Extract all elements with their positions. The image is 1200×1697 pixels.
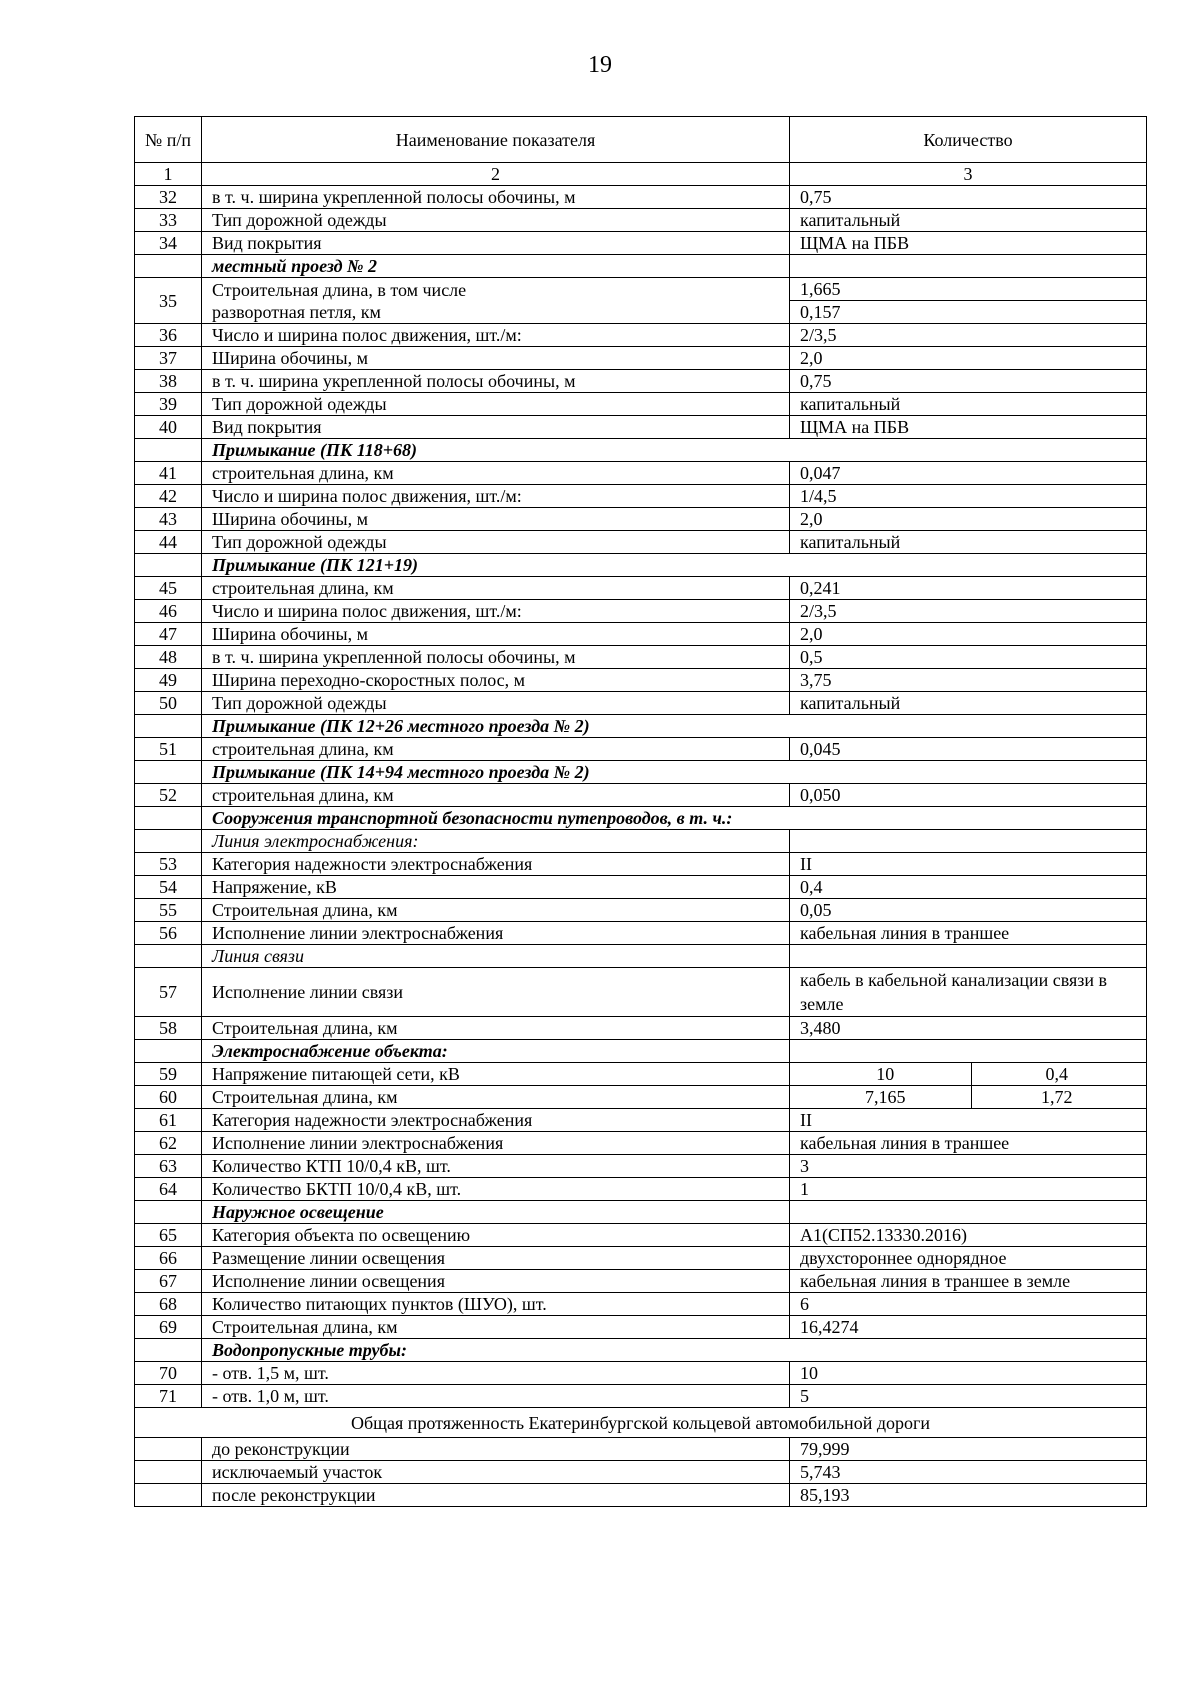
section-row xyxy=(135,439,1147,462)
indicator-value: кабельная линия в траншее xyxy=(790,922,1147,945)
empty-value xyxy=(790,945,1147,968)
row-number xyxy=(135,945,202,968)
section-row xyxy=(135,1201,1147,1224)
indicator-name: Ширина обочины, м xyxy=(202,623,790,646)
row-number: 58 xyxy=(135,1017,202,1040)
table-row xyxy=(135,646,1147,669)
page-number: 19 xyxy=(588,52,612,78)
row-number: 38 xyxy=(135,370,202,393)
indicator-value: капитальный xyxy=(790,531,1147,554)
empty-value xyxy=(790,830,1147,853)
indicator-name: до реконструкции xyxy=(202,1438,790,1461)
row-number xyxy=(135,554,202,577)
indicator-value: 10 xyxy=(790,1362,1147,1385)
table-row xyxy=(135,324,1147,347)
indicator-name: после реконструкции xyxy=(202,1484,790,1507)
section-title: местный проезд № 2 xyxy=(202,255,790,278)
row-number: 63 xyxy=(135,1155,202,1178)
column-numbering-row xyxy=(135,163,1147,186)
total-heading-row xyxy=(135,1408,1147,1438)
indicator-name: Строительная длина, км xyxy=(202,1086,790,1109)
section-title: Примыкание (ПК 14+94 местного проезда № 2) xyxy=(202,761,1147,784)
row-number: 45 xyxy=(135,577,202,600)
row-number xyxy=(135,1201,202,1224)
table-row xyxy=(135,853,1147,876)
indicator-value: капитальный xyxy=(790,209,1147,232)
row-number: 59 xyxy=(135,1063,202,1086)
row-number: 33 xyxy=(135,209,202,232)
subsection-title: Линия связи xyxy=(202,945,790,968)
row-number xyxy=(135,761,202,784)
indicator-value: кабельная линия в траншее в земле xyxy=(790,1270,1147,1293)
split-values xyxy=(800,1063,1142,1085)
table-row xyxy=(135,1178,1147,1201)
table-row xyxy=(135,1293,1147,1316)
table-row xyxy=(135,1224,1147,1247)
table-row xyxy=(135,1155,1147,1178)
row-number xyxy=(135,715,202,738)
table-row xyxy=(135,922,1147,945)
row-number: 35 xyxy=(135,278,202,324)
indicator-value: ЩМА на ПБВ xyxy=(790,232,1147,255)
indicator-value: А1(СП52.13330.2016) xyxy=(790,1224,1147,1247)
indicator-name: строительная длина, км xyxy=(202,738,790,761)
indicator-value: кабельная линия в траншее xyxy=(790,1132,1147,1155)
row-number: 69 xyxy=(135,1316,202,1339)
indicator-value: 0,047 xyxy=(790,462,1147,485)
row-number: 52 xyxy=(135,784,202,807)
indicator-value: 85,193 xyxy=(790,1484,1147,1507)
section-title: Примыкание (ПК 121+19) xyxy=(202,554,1147,577)
value-10kv: 10 xyxy=(876,1064,895,1084)
section-row xyxy=(135,715,1147,738)
table-row xyxy=(135,1316,1147,1339)
empty-value xyxy=(790,1040,1147,1063)
indicator-value-line: 0,157 xyxy=(790,300,1146,323)
section-row xyxy=(135,1339,1147,1362)
table-row xyxy=(135,1063,1147,1086)
split-values xyxy=(800,1086,1142,1108)
row-number: 70 xyxy=(135,1362,202,1385)
column-number-2: 2 xyxy=(202,163,790,186)
table-row xyxy=(135,876,1147,899)
indicator-value: 0,4 xyxy=(790,876,1147,899)
indicator-value: двухстороннее однорядное xyxy=(790,1247,1147,1270)
row-number: 56 xyxy=(135,922,202,945)
indicator-value: капитальный xyxy=(790,393,1147,416)
table-row xyxy=(135,209,1147,232)
indicator-name: Размещение линии освещения xyxy=(202,1247,790,1270)
indicator-value: 3 xyxy=(790,1155,1147,1178)
indicator-name: строительная длина, км xyxy=(202,462,790,485)
indicator-value: ЩМА на ПБВ xyxy=(790,416,1147,439)
subsection-row xyxy=(135,830,1147,853)
indicator-name: исключаемый участок xyxy=(202,1461,790,1484)
row-number xyxy=(135,1461,202,1484)
table-row xyxy=(135,1438,1147,1461)
indicator-name-line: Строительная длина, в том числе xyxy=(212,279,467,300)
table-row xyxy=(135,1109,1147,1132)
row-number: 40 xyxy=(135,416,202,439)
indicator-value: 2,0 xyxy=(790,508,1147,531)
row-number: 44 xyxy=(135,531,202,554)
table-row xyxy=(135,462,1147,485)
indicator-name: Исполнение линии электроснабжения xyxy=(202,1132,790,1155)
row-number: 36 xyxy=(135,324,202,347)
row-number xyxy=(135,830,202,853)
empty-value xyxy=(790,1201,1147,1224)
row-number: 34 xyxy=(135,232,202,255)
indicator-value: 1/4,5 xyxy=(790,485,1147,508)
indicator-value: 3,75 xyxy=(790,669,1147,692)
row-number: 55 xyxy=(135,899,202,922)
indicator-value: 0,75 xyxy=(790,370,1147,393)
indicator-value: 16,4274 xyxy=(790,1316,1147,1339)
section-title: Водопропускные трубы: xyxy=(202,1339,1147,1362)
indicator-value: 2/3,5 xyxy=(790,600,1147,623)
header-indicator-name: Наименование показателя xyxy=(202,117,790,163)
indicators-table xyxy=(134,116,1147,1507)
indicator-name: Тип дорожной одежды xyxy=(202,692,790,715)
section-title: Электроснабжение объекта: xyxy=(202,1040,790,1063)
row-number: 71 xyxy=(135,1385,202,1408)
indicator-value: 5,743 xyxy=(790,1461,1147,1484)
indicator-value: 0,045 xyxy=(790,738,1147,761)
indicator-value: 0,5 xyxy=(790,646,1147,669)
total-heading: Общая протяженность Екатеринбургской кольцевой автомобильной дороги xyxy=(135,1408,1147,1438)
section-title: Сооружения транспортной безопасности путепроводов, в т. ч.: xyxy=(202,807,1147,830)
table-row xyxy=(135,416,1147,439)
indicator-value-line: 1,665 xyxy=(800,279,841,299)
row-number: 64 xyxy=(135,1178,202,1201)
row-number xyxy=(135,807,202,830)
indicator-value: II xyxy=(790,853,1147,876)
indicator-name xyxy=(202,278,790,324)
indicator-value: 0,75 xyxy=(790,186,1147,209)
row-number: 37 xyxy=(135,347,202,370)
indicator-name: Число и ширина полос движения, шт./м: xyxy=(202,485,790,508)
row-number xyxy=(135,255,202,278)
indicator-value: 0,05 xyxy=(790,899,1147,922)
indicator-name: Количество КТП 10/0,4 кВ, шт. xyxy=(202,1155,790,1178)
row-number: 43 xyxy=(135,508,202,531)
subsection-title: Линия электроснабжения: xyxy=(202,830,790,853)
indicator-value: 1 xyxy=(790,1178,1147,1201)
indicator-name: Напряжение, кВ xyxy=(202,876,790,899)
indicator-name: Категория объекта по освещению xyxy=(202,1224,790,1247)
indicator-name: Категория надежности электроснабжения xyxy=(202,853,790,876)
section-row xyxy=(135,554,1147,577)
table-header-row xyxy=(135,117,1147,163)
row-number: 51 xyxy=(135,738,202,761)
indicator-value: 2,0 xyxy=(790,347,1147,370)
table-row xyxy=(135,1385,1147,1408)
table-row xyxy=(135,1017,1147,1040)
table-row xyxy=(135,278,1147,324)
table-row xyxy=(135,1484,1147,1507)
indicator-name: Ширина обочины, м xyxy=(202,347,790,370)
row-number: 57 xyxy=(135,968,202,1017)
row-number: 68 xyxy=(135,1293,202,1316)
row-number xyxy=(135,439,202,462)
table-row xyxy=(135,1461,1147,1484)
indicator-name: Категория надежности электроснабжения xyxy=(202,1109,790,1132)
indicator-value: 79,999 xyxy=(790,1438,1147,1461)
row-number: 39 xyxy=(135,393,202,416)
row-number: 54 xyxy=(135,876,202,899)
indicator-name: - отв. 1,0 м, шт. xyxy=(202,1385,790,1408)
header-quantity: Количество xyxy=(790,117,1147,163)
table-row xyxy=(135,393,1147,416)
indicator-name: Исполнение линии электроснабжения xyxy=(202,922,790,945)
indicator-name: Количество БКТП 10/0,4 кВ, шт. xyxy=(202,1178,790,1201)
indicator-name: в т. ч. ширина укрепленной полосы обочины, м xyxy=(202,370,790,393)
indicator-value: 6 xyxy=(790,1293,1147,1316)
indicator-name: Количество питающих пунктов (ШУО), шт. xyxy=(202,1293,790,1316)
indicator-name: Вид покрытия xyxy=(202,232,790,255)
indicator-name-line: разворотная петля, км xyxy=(212,301,381,322)
table-row xyxy=(135,899,1147,922)
indicator-name: Исполнение линии связи xyxy=(202,968,790,1017)
indicator-name: Тип дорожной одежды xyxy=(202,209,790,232)
indicator-value: II xyxy=(790,1109,1147,1132)
indicator-name: Ширина обочины, м xyxy=(202,508,790,531)
row-number: 60 xyxy=(135,1086,202,1109)
indicator-name: Строительная длина, км xyxy=(202,1017,790,1040)
indicator-name: строительная длина, км xyxy=(202,784,790,807)
section-title: Примыкание (ПК 12+26 местного проезда № 2) xyxy=(202,715,1147,738)
table-row xyxy=(135,370,1147,393)
table-row xyxy=(135,531,1147,554)
table-row xyxy=(135,1270,1147,1293)
section-row xyxy=(135,807,1147,830)
row-number: 65 xyxy=(135,1224,202,1247)
indicator-name: Вид покрытия xyxy=(202,416,790,439)
section-row xyxy=(135,761,1147,784)
table-row xyxy=(135,692,1147,715)
section-title: Наружное освещение xyxy=(202,1201,790,1224)
indicator-value: 0,241 xyxy=(790,577,1147,600)
indicator-value-split xyxy=(790,1086,1147,1109)
indicator-name: в т. ч. ширина укрепленной полосы обочины, м xyxy=(202,646,790,669)
indicator-value: 0,050 xyxy=(790,784,1147,807)
row-number: 47 xyxy=(135,623,202,646)
table-row xyxy=(135,600,1147,623)
indicator-name: в т. ч. ширина укрепленной полосы обочины, м xyxy=(202,186,790,209)
indicator-name: Число и ширина полос движения, шт./м: xyxy=(202,600,790,623)
indicator-name: Строительная длина, км xyxy=(202,1316,790,1339)
row-number xyxy=(135,1040,202,1063)
row-number: 66 xyxy=(135,1247,202,1270)
table-row xyxy=(135,738,1147,761)
table-row xyxy=(135,1086,1147,1109)
table-row xyxy=(135,1132,1147,1155)
table-row xyxy=(135,1362,1147,1385)
column-number-1: 1 xyxy=(135,163,202,186)
section-row xyxy=(135,255,1147,278)
header-number: № п/п xyxy=(135,117,202,163)
indicator-name: Тип дорожной одежды xyxy=(202,393,790,416)
indicator-name: - отв. 1,5 м, шт. xyxy=(202,1362,790,1385)
indicator-value: 5 xyxy=(790,1385,1147,1408)
indicator-value: 2/3,5 xyxy=(790,324,1147,347)
row-number: 61 xyxy=(135,1109,202,1132)
row-number: 32 xyxy=(135,186,202,209)
table-row xyxy=(135,186,1147,209)
indicator-name: Строительная длина, км xyxy=(202,899,790,922)
table-row xyxy=(135,623,1147,646)
row-number: 42 xyxy=(135,485,202,508)
indicator-name: Тип дорожной одежды xyxy=(202,531,790,554)
table-row xyxy=(135,485,1147,508)
subsection-row xyxy=(135,945,1147,968)
indicator-name: Число и ширина полос движения, шт./м: xyxy=(202,324,790,347)
indicator-name: Ширина переходно-скоростных полос, м xyxy=(202,669,790,692)
row-number: 62 xyxy=(135,1132,202,1155)
indicator-value-split xyxy=(790,1063,1147,1086)
row-number: 48 xyxy=(135,646,202,669)
table-row xyxy=(135,232,1147,255)
indicator-value: кабель в кабельной канализации связи в земле xyxy=(790,968,1147,1017)
table-row xyxy=(135,669,1147,692)
table-row xyxy=(135,1247,1147,1270)
row-number: 41 xyxy=(135,462,202,485)
value-04kv: 0,4 xyxy=(971,1063,1143,1085)
indicator-name: Исполнение линии освещения xyxy=(202,1270,790,1293)
table-row xyxy=(135,577,1147,600)
row-number: 49 xyxy=(135,669,202,692)
row-number xyxy=(135,1484,202,1507)
indicator-name: Напряжение питающей сети, кВ xyxy=(202,1063,790,1086)
row-number: 67 xyxy=(135,1270,202,1293)
indicator-value: 3,480 xyxy=(790,1017,1147,1040)
indicator-value xyxy=(790,278,1147,324)
row-number xyxy=(135,1438,202,1461)
indicator-name: строительная длина, км xyxy=(202,577,790,600)
empty-value xyxy=(790,255,1147,278)
section-row xyxy=(135,1040,1147,1063)
table-row xyxy=(135,968,1147,1017)
indicator-value: 2,0 xyxy=(790,623,1147,646)
value-04kv: 1,72 xyxy=(971,1086,1143,1108)
row-number: 53 xyxy=(135,853,202,876)
row-number: 46 xyxy=(135,600,202,623)
row-number: 50 xyxy=(135,692,202,715)
table-row xyxy=(135,508,1147,531)
value-10kv: 7,165 xyxy=(865,1087,906,1107)
table-row xyxy=(135,784,1147,807)
row-number xyxy=(135,1339,202,1362)
section-title: Примыкание (ПК 118+68) xyxy=(202,439,1147,462)
table-row xyxy=(135,347,1147,370)
indicator-value: капитальный xyxy=(790,692,1147,715)
column-number-3: 3 xyxy=(790,163,1147,186)
